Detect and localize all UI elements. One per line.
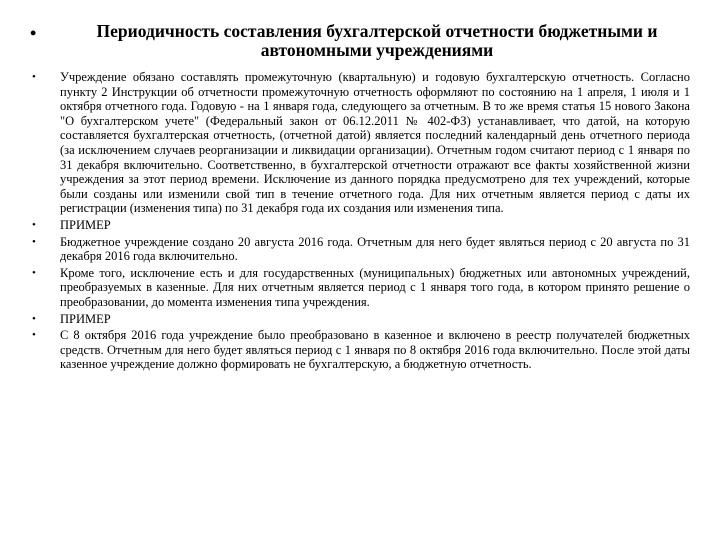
bullet-marker: • [32, 329, 36, 342]
bullet-marker: • [32, 235, 36, 248]
list-item [28, 266, 692, 310]
bullet-marker: • [32, 266, 36, 279]
list-item [28, 235, 692, 264]
paragraph-text: С 8 октября 2016 года учреждение было преобразовано в казенное и включено в реестр получателей бюджетных средств. Отчетным для него будет являться период с 1 января по 8 октября 2016 года включительно. После этой даты казенное учреждение должно формировать не бухгалтерскую, а бюджетную отчетность. [60, 328, 690, 372]
paragraph-text: Кроме того, исключение есть и для государственных (муниципальных) бюджетных или автономных учреждений, преобразуемых в казенные. Для них отчетным является период с 1 января того года, в котором принято решение о преобразовании, до момента изменения типа учреждения. [60, 265, 690, 309]
title-bullet: • [30, 23, 37, 43]
paragraph-text: Учреждение обязано составлять промежуточную (квартальную) и годовую бухгалтерскую отчетность. Согласно пункту 2 Инструкции об отчетности промежуточную отчетность оформляют по состоянию на 1 апреля, 1 июля и 1 октября отчетного года. Годовую - на 1 января года, следующего за отчетным. В то же время статья 15 нового Закона "О бухгалтерском учете" (Федеральный закон от 06.12.2011 № 402-ФЗ) устанавливает, что датой, на которую составляется бухгалтерская отчетность, (отчетной датой) является последний календарный день отчетного периода (за исключением случаев реорганизации и ликвидации организации). Отчетным годом считают период с 1 января по 31 декабря включительно. Соответственно, в бухгалтерской отчетности отражают все факты хозяйственной жизни учреждения за этот период времени. Исключение из данного порядка предусмотрено для тех учреждений, которые были созданы или изменили свой тип в течение отчетного года. Для них отчетным является период с даты их регистрации (изменения типа) по 31 декабря года их создания или изменения типа. [60, 70, 690, 216]
paragraph-text: Бюджетное учреждение создано 20 августа 2016 года. Отчетным для него будет являться период с 20 августа по 31 декабря 2016 года включительно. [60, 234, 690, 264]
list-item [28, 70, 692, 216]
list-item [28, 328, 692, 372]
bullet-marker: • [32, 71, 36, 83]
list-item [28, 312, 692, 327]
bullet-marker: • [32, 218, 36, 231]
bullet-marker: • [32, 312, 36, 325]
title-row [26, 22, 698, 60]
paragraph-text: ПРИМЕР [60, 217, 111, 232]
list-item [28, 218, 692, 233]
slide-title: Периодичность составления бухгалтерской отчетности бюджетными и автономными учреждениями [96, 21, 658, 60]
paragraph-text: ПРИМЕР [60, 311, 111, 326]
bullet-list [28, 70, 692, 372]
